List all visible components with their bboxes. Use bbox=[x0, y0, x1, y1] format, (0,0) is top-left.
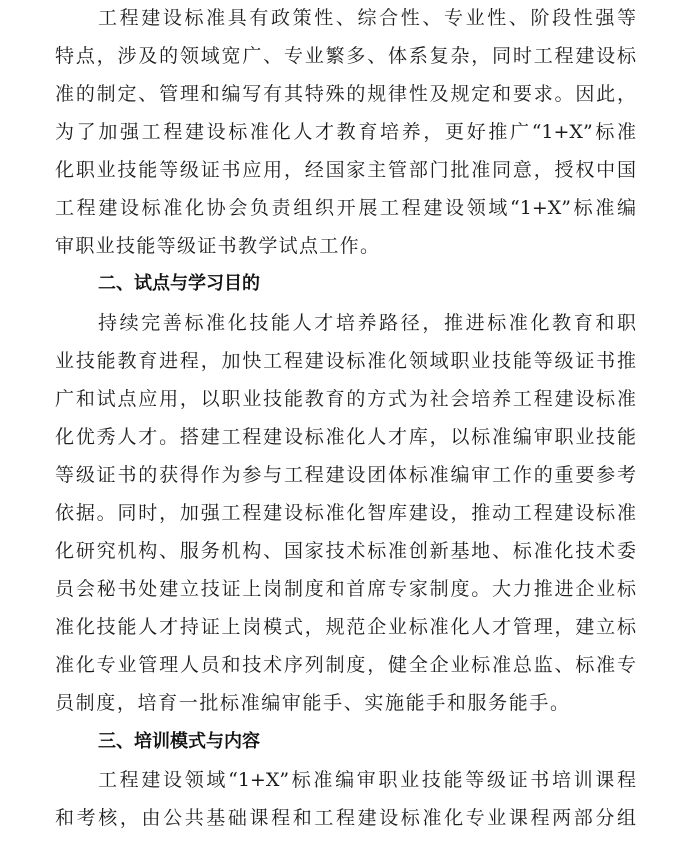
section-heading bbox=[0, 264, 685, 304]
paragraph-line-text: 准的制定、管理和编写有其特殊的规律性及规定和要求。因此， bbox=[55, 83, 636, 105]
paragraph-line bbox=[0, 112, 685, 152]
paragraph-line bbox=[0, 417, 685, 457]
section-heading-text: 二、试点与学习目的 bbox=[98, 273, 260, 294]
paragraph-line-text: 特点，涉及的领域宽广、专业繁多、体系复杂，同时工程建设标 bbox=[55, 45, 636, 67]
paragraph-line-text: 员制度，培育一批标准编审能手、实施能手和服务能手。 bbox=[55, 692, 569, 714]
paragraph-line-text: 工程建设标准化协会负责组织开展工程建设领域“1+X”标准编 bbox=[55, 197, 636, 219]
paragraph-line bbox=[0, 645, 685, 685]
section-heading bbox=[0, 722, 685, 762]
paragraph-line bbox=[0, 341, 685, 381]
paragraph-line bbox=[0, 798, 685, 838]
paragraph-line-text: 持续完善标准化技能人才培养路径，推进标准化教育和职 bbox=[98, 312, 636, 334]
paragraph-line bbox=[0, 683, 685, 723]
paragraph-line-text: 工程建设领域“1+X”标准编审职业技能等级证书培训课程 bbox=[98, 769, 636, 791]
paragraph-line bbox=[0, 226, 685, 266]
paragraph-line-text: 员会秘书处建立技证上岗制度和首席专家制度。大力推进企业标 bbox=[55, 578, 636, 600]
paragraph-line-text: 化优秀人才。搭建工程建设标准化人才库，以标准编审职业技能 bbox=[55, 426, 636, 448]
paragraph-line bbox=[0, 760, 685, 800]
paragraph-line bbox=[0, 150, 685, 190]
paragraph-line-text: 工程建设标准具有政策性、综合性、专业性、阶段性强等 bbox=[98, 7, 636, 29]
paragraph-line bbox=[0, 569, 685, 609]
paragraph-line-text: 和考核，由公共基础课程和工程建设标准化专业课程两部分组 bbox=[55, 807, 636, 829]
paragraph-line bbox=[0, 531, 685, 571]
paragraph-line bbox=[0, 303, 685, 343]
paragraph-line bbox=[0, 607, 685, 647]
paragraph-line-text: 化职业技能等级证书应用，经国家主管部门批准同意，授权中国 bbox=[55, 159, 636, 181]
paragraph-line-text: 准化专业管理人员和技术序列制度，健全企业标准总监、标准专 bbox=[55, 654, 636, 676]
paragraph-line bbox=[0, 493, 685, 533]
paragraph-line-text: 等级证书的获得作为参与工程建设团体标准编审工作的重要参考 bbox=[55, 464, 636, 486]
paragraph-line-text: 业技能教育进程，加快工程建设标准化领域职业技能等级证书推 bbox=[55, 350, 636, 372]
paragraph-line-text: 审职业技能等级证书教学试点工作。 bbox=[55, 235, 379, 257]
paragraph-line bbox=[0, 0, 685, 38]
paragraph-line bbox=[0, 36, 685, 76]
paragraph-line-text: 化研究机构、服务机构、国家技术标准创新基地、标准化技术委 bbox=[55, 540, 636, 562]
paragraph-line-text: 广和试点应用，以职业技能教育的方式为社会培养工程建设标准 bbox=[55, 388, 636, 410]
paragraph-line bbox=[0, 188, 685, 228]
paragraph-line-text: 准化技能人才持证上岗模式，规范企业标准化人才管理，建立标 bbox=[55, 616, 636, 638]
paragraph-line bbox=[0, 74, 685, 114]
paragraph-line bbox=[0, 455, 685, 495]
paragraph-line-text: 为了加强工程建设标准化人才教育培养，更好推广“1+X”标准 bbox=[55, 121, 636, 143]
section-heading-text: 三、培训模式与内容 bbox=[98, 731, 260, 752]
paragraph-line-text: 依据。同时，加强工程建设标准化智库建设，推动工程建设标准 bbox=[55, 502, 636, 524]
paragraph-line bbox=[0, 379, 685, 419]
